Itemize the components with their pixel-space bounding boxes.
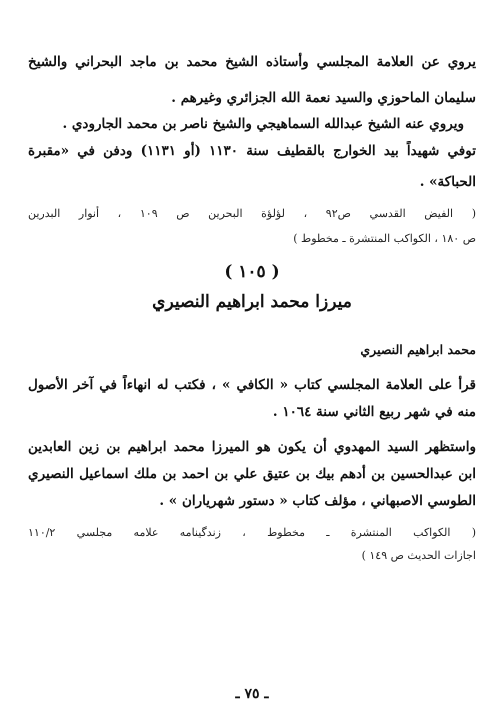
reference-line: ( الكواكب المنتشرة ـ مخطوط ، زندگينامه علامه مجلسي ١١٠/٢ — [28, 526, 476, 539]
paragraph-line: يروي عن العلامة المجلسي وأستاذه الشيخ محمد بن ماجد البحراني والشيخ — [28, 54, 476, 70]
reference-line: ص ١٨٠ ، الكواكب المنتشرة ـ مخطوط ) — [293, 232, 476, 245]
paragraph-line: الطوسي الاصبهاني ، مؤلف كتاب « دستور شهرياران » . — [159, 493, 476, 509]
paragraph-line: ابن عبدالحسين بن أدهم بيك بن عتيق علي بن احمد بن ملك اسماعيل النصيري — [28, 466, 476, 482]
paragraph-line: قرأ على العلامة المجلسي كتاب « الكافي » ، فكتب له انهاءاً في آخر الأصول — [28, 377, 476, 393]
entry-title: ميرزا محمد ابراهيم النصيري — [152, 292, 352, 312]
reference-line: اجازات الحديث ص ١٤٩ ) — [361, 549, 476, 562]
entry-subheading: محمد ابراهيم النصيري — [360, 342, 476, 357]
entry-number: ( ١٠٥ ) — [224, 262, 280, 282]
paragraph-line: توفي شهيداً بيد الخوارج بالقطيف سنة ١١٣٠ (أو ١١٣١) ودفن في «مقبرة — [28, 143, 476, 159]
reference-line: ( الفيض القدسي ص٩٢ ، لؤلؤة البحرين ص ١٠٩ ، أنوار البدرين — [28, 207, 476, 220]
paragraph-line: منه في شهر ربيع الثاني سنة ١٠٦٤ . — [272, 404, 476, 420]
paragraph-line: الحباكة» . — [419, 174, 476, 190]
paragraph-line: سليمان الماحوزي والسيد نعمة الله الجزائري وغيرهم . — [171, 90, 476, 106]
paragraph-line: ويروي عنه الشيخ عبدالله السماهيجي والشيخ ناصر بن محمد الجارودي . — [62, 116, 464, 132]
paragraph-line: واستظهر السيد المهدوي أن يكون هو الميرزا محمد ابراهيم بن زين العابدين — [28, 439, 476, 455]
page-number: ـ ٧٥ ـ — [235, 686, 269, 702]
